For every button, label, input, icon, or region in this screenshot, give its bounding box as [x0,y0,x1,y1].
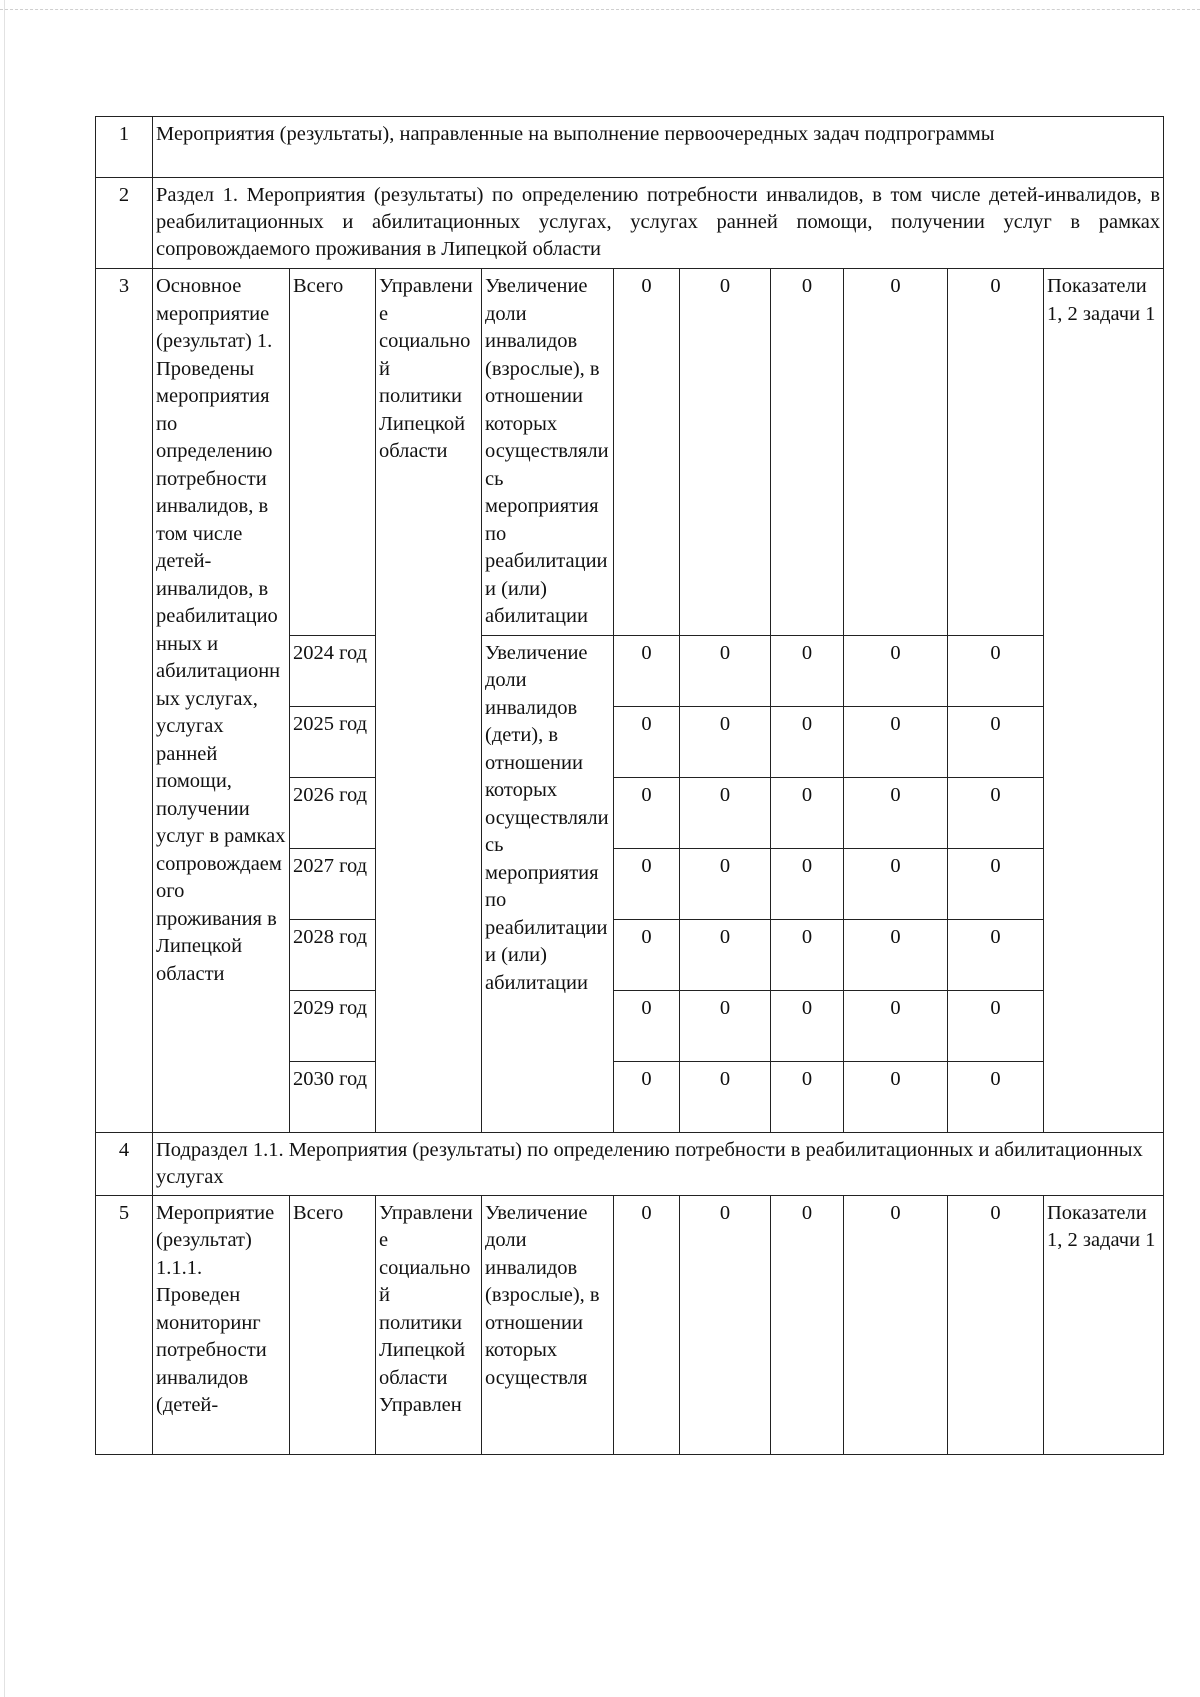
row-number: 1 [96,117,153,178]
value-cell: 0 [614,848,680,919]
event-name: Основное мероприятие (результат) 1. Проведены мероприятия по определению потребности инвалидов, в том числе детей-инвалидов, в реабилитационных и абилитационных услугах, услугах ранней помощи, получении услуг в рамках сопровождаемого проживания в Липецкой области [153,269,290,1133]
row-number: 5 [96,1195,153,1454]
period-cell: Всего [290,269,376,636]
row-number: 3 [96,269,153,1133]
value-cell: 0 [948,635,1044,706]
value-cell: 0 [614,269,680,636]
value-cell: 0 [680,777,771,848]
period-cell: 2028 год [290,919,376,990]
value-cell: 0 [844,706,948,777]
event-name: Мероприятие (результат) 1.1.1. Проведен мониторинг потребности инвалидов (детей- [153,1195,290,1454]
value-cell: 0 [771,269,844,636]
table-row [96,1195,1164,1454]
indicator-cell: Увеличение доли инвалидов (дети), в отношении которых осуществлялись мероприятия по реабилитации и (или) абилитации [482,635,614,1132]
row-number: 2 [96,178,153,269]
value-cell: 0 [844,990,948,1061]
value-cell: 0 [614,1061,680,1132]
value-cell: 0 [948,777,1044,848]
value-cell: 0 [771,777,844,848]
value-cell: 0 [844,269,948,636]
value-cell: 0 [844,848,948,919]
program-table [95,116,1164,1455]
row-number: 4 [96,1132,153,1195]
value-cell: 0 [844,635,948,706]
value-cell: 0 [614,777,680,848]
period-cell: 2025 год [290,706,376,777]
value-cell: 0 [948,1061,1044,1132]
value-cell: 0 [948,706,1044,777]
value-cell: 0 [614,919,680,990]
indicator-link-cell: Показатели 1, 2 задачи 1 [1044,1195,1164,1454]
value-cell: 0 [614,990,680,1061]
value-cell: 0 [680,848,771,919]
value-cell: 0 [680,269,771,636]
scan-left-edge [4,0,5,1697]
value-cell: 0 [948,269,1044,636]
table-row [96,178,1164,269]
period-cell: 2029 год [290,990,376,1061]
period-cell: 2030 год [290,1061,376,1132]
value-cell: 0 [680,990,771,1061]
executor-cell: Управление социальной политики Липецкой области [376,269,482,1133]
period-cell: Всего [290,1195,376,1454]
value-cell: 0 [771,706,844,777]
table-row [96,1132,1164,1195]
period-cell: 2024 год [290,635,376,706]
value-cell: 0 [948,919,1044,990]
value-cell: 0 [614,635,680,706]
value-cell: 0 [948,1195,1044,1454]
value-cell: 0 [771,1061,844,1132]
value-cell: 0 [844,919,948,990]
value-cell: 0 [771,635,844,706]
value-cell: 0 [680,635,771,706]
value-cell: 0 [948,848,1044,919]
value-cell: 0 [844,777,948,848]
value-cell: 0 [614,1195,680,1454]
value-cell: 0 [680,1195,771,1454]
section-heading: Раздел 1. Мероприятия (результаты) по определению потребности инвалидов, в том числе детей-инвалидов, в реабилитационных и абилитационных услугах, услугах ранней помощи, получении услуг в рамках сопровождаемого проживания в Липецкой области [153,178,1164,269]
value-cell: 0 [844,1195,948,1454]
value-cell: 0 [771,990,844,1061]
value-cell: 0 [614,706,680,777]
value-cell: 0 [771,919,844,990]
executor-cell: Управление социальной политики Липецкой области Управлен [376,1195,482,1454]
period-cell: 2026 год [290,777,376,848]
value-cell: 0 [844,1061,948,1132]
subsection-heading: Подраздел 1.1. Мероприятия (результаты) по определению потребности в реабилитационных и абилитационных услугах [153,1132,1164,1195]
value-cell: 0 [771,848,844,919]
indicator-link-cell: Показатели 1, 2 задачи 1 [1044,269,1164,1133]
table-row [96,117,1164,178]
indicator-cell: Увеличение доли инвалидов (взрослые), в отношении которых осуществля [482,1195,614,1454]
indicator-cell: Увеличение доли инвалидов (взрослые), в отношении которых осуществлялись мероприятия по реабилитации и (или) абилитации [482,269,614,636]
value-cell: 0 [680,919,771,990]
scan-top-edge [0,0,1200,10]
table-row [96,269,1164,636]
value-cell: 0 [948,990,1044,1061]
value-cell: 0 [680,1061,771,1132]
value-cell: 0 [680,706,771,777]
value-cell: 0 [771,1195,844,1454]
period-cell: 2027 год [290,848,376,919]
section-heading: Мероприятия (результаты), направленные на выполнение первоочередных задач подпрограммы [153,117,1164,178]
